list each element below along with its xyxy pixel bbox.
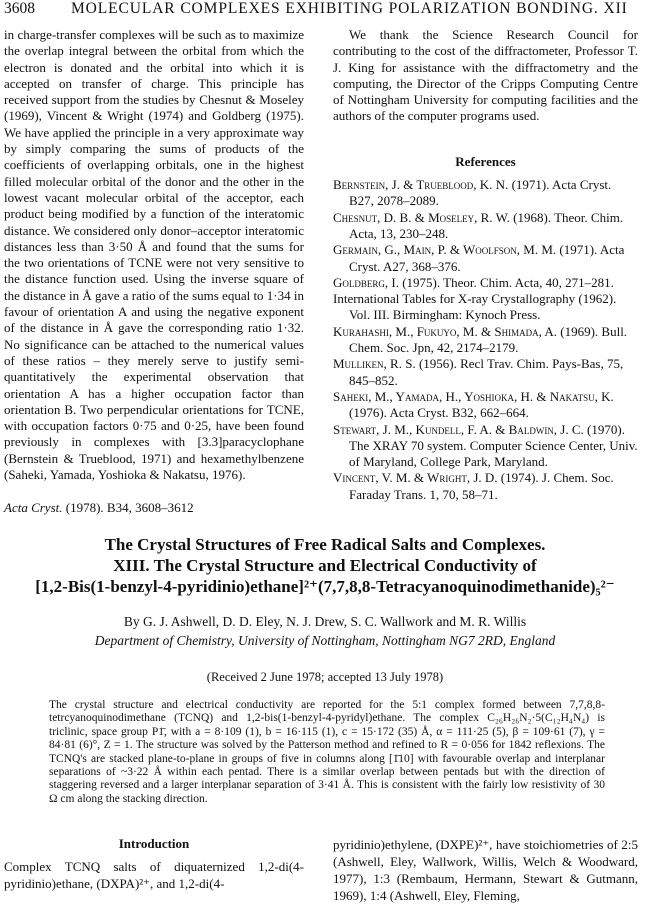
reference-item: International Tables for X-ray Crystallography (1962). Vol. III. Birmingham: Kynoch Press. (333, 291, 617, 323)
title-line: [1,2-Bis(1-benzyl-4-pyridinio)ethane]²⁺(7,7,8,8-Tetracyanoquinodimethanide)₅²⁻ (35, 577, 615, 596)
reference-item: Saheki, M., Yamada, H., Yoshioka, H. & Nakatsu, K. (1976). Acta Cryst. B32, 662–664. (333, 388, 614, 421)
reference-list (333, 177, 638, 503)
title-line: XIII. The Crystal Structure and Electrical Conductivity of (113, 556, 537, 575)
right-column (333, 27, 638, 503)
section-heading-introduction: Introduction (118, 836, 190, 851)
running-head (4, 0, 644, 18)
received-dates: (Received 2 June 1978; accepted 13 July 1978) (206, 670, 444, 684)
reference-item: Germain, G., Main, P. & Woolfson, M. M. (1971). Acta Cryst. A27, 368–376. (333, 242, 625, 274)
title-line: The Crystal Structures of Free Radical Salts and Complexes. (104, 535, 546, 554)
reference-item: Vincent, V. M. & Wright, J. D. (1974). J. Chem. Soc. Faraday Trans. 1, 70, 58–71. (333, 470, 614, 502)
reference-item: Kurahashi, M., Fukuyo, M. & Shimada, A. (1969). Bull. Chem. Soc. Jpn, 42, 2174–2179. (333, 323, 628, 356)
article-title (0, 534, 650, 597)
acknowledgement: We thank the Science Research Council for contributing to the cost of the diffractometer, Professor T. J. King for assistance with the diffractometry and the computing, the Director of the Cripps Computing Centre of Nottingham University for computing facilities and the authors of the computer programs used. (333, 27, 638, 124)
left-column (4, 27, 304, 483)
reference-item: Chesnut, D. B. & Moseley, R. W. (1968). Theor. Chim. Acta, 13, 230–248. (333, 209, 624, 241)
reference-item: Stewart, J. M., Kundell, F. A. & Baldwin, J. C. (1970). The XRAY 70 system. Computer Science Center, Univ. of Maryland, College Park, Maryland. (333, 421, 638, 470)
article-citation: Acta Cryst. (1978). B34, 3608–3612 (4, 500, 194, 515)
affiliation: Department of Chemistry, University of Nottingham, Nottingham NG7 2RD, England (94, 633, 556, 648)
reference-item: Bernstein, J. & Trueblood, K. N. (1971). Acta Cryst. B27, 2078–2089. (333, 177, 612, 209)
references-heading: References (455, 153, 516, 169)
introduction-right-text: pyridinio)ethylene, (DXPE)²⁺, have stoichiometries of 2:5 (Ashwell, Eley, Wallwork, Willis, Welch & Woodward, 1977), 1:3 (Rembaum, Hermann, Stewart & Gutmann, 1969), 1:4 (Ashwell, Eley, Fleming, (333, 837, 638, 903)
abstract: The crystal structure and electrical conductivity are reported for the 5:1 complex formed between 7,7,8,8-tetrcyanoquinodimethane (TCNQ) and 1,2-bis(1-benzyl-4-pyridyl)ethane. The complex C₂₆H₂₆N₂·5(C₁₂H₄N₄) is triclinic, space group P1̄, with a = 8·109 (1), b = 16·115 (1), c = 15·172 (35) Å, α = 111·25 (5), β = 109·61 (7), γ = 84·81 (6)°, Z = 1. The structure was solved by the Patterson method and refined to R = 0·056 for 1842 reflexions. The TCNQ's are stacked plane-to-plane in groups of five in columns along [1̄10] with favourable overlap and interplanar separations of ~3·22 Å within each pentad. There is a similar overlap between pentads but with the direction of staggering reversed and a larger interplanar separation of 3·41 Å. This is consistent with the fairly low resistivity of 30 Ω cm along the stacking direction. (49, 699, 605, 805)
author-list: By G. J. Ashwell, D. D. Eley, N. J. Drew, S. C. Wallwork and M. R. Willis (123, 614, 527, 629)
reference-item: Goldberg, I. (1975). Theor. Chim. Acta, 40, 271–281. (333, 274, 614, 290)
page-number: 3608 (4, 0, 35, 17)
running-title: MOLECULAR COMPLEXES EXHIBITING POLARIZATION BONDING. XII (71, 0, 628, 17)
introduction-left-text: Complex TCNQ salts of diquaternized 1,2-di(4-pyridinio)ethane, (DXPA)²⁺, and 1,2-di(4- (4, 859, 304, 891)
reference-item: Mulliken, R. S. (1956). Recl Trav. Chim. Pays-Bas, 75, 845–852. (333, 356, 624, 388)
discussion-paragraph: in charge-transfer complexes will be such as to maximize the overlap integral between the orbital from which the electron is donated and the orbital into which it is accepted on transfer of charge. This principle has received support from the studies by Chesnut & Moseley (1969), Vincent & Wright (1974) and Goldberg (1975). We have applied the principle in a very approximate way by simply comparing the sums of products of the coefficients of overlapping orbitals, one in the highest filled molecular orbital of the donor and the other in the lowest vacant molecular orbital of the acceptor, each product being modified by a function of the interatomic distance. We considered only donor–acceptor interatomic distances less than 3·50 Å and found that the sums for the two orientations of TCNE were not very sensitive to the distance function used. Using the inverse square of the distance in Å gave a ratio of the sums equal to 1·34 in favour of orientation A and using the negative exponent of the distance in Å gave the corresponding ratio 1·32. No significance can be attached to the numerical values of these ratios – they merely serve to justify semi-quantitatively the experimental observation that orientation A has a higher occupation factor than orientation B. Two perpendicular orientations for TCNE, with occupation factors 0·75 and 0·25, have been found previously in complexes with [3.3]paracyclophane (Bernstein & Trueblood, 1971) and hexamethylbenzene (Saheki, Yamada, Yoshioka & Nakatsu, 1976). (4, 27, 305, 483)
